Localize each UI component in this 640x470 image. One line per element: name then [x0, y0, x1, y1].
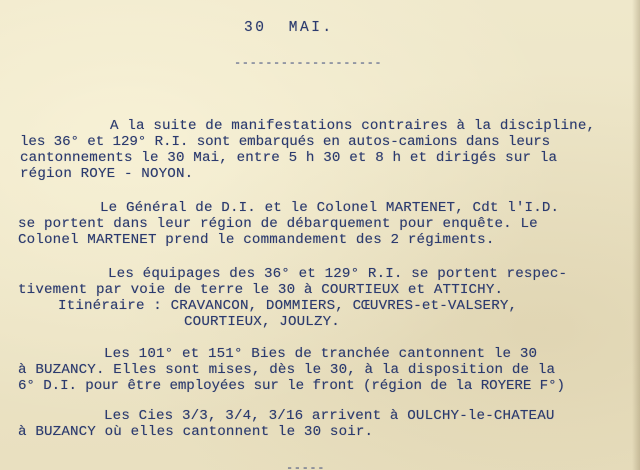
paragraph-1-line-2: les 36° et 129° R.I. sont embarqués en autos-camions dans leurs: [20, 134, 551, 150]
paragraph-3-line-2: tivement par voie de terre le 30 à COURTIEUX et ATTICHY.: [18, 282, 504, 298]
paragraph-3-line-1: Les équipages des 36° et 129° R.I. se portent respec-: [108, 266, 568, 282]
paragraph-1-line-3: cantonnements le 30 Mai, entre 5 h 30 et 8 h et dirigés sur la: [20, 150, 558, 166]
date-heading: 30 MAI.: [244, 20, 334, 36]
paragraph-3-line-3: Itinéraire : CRAVANCON, DOMMIERS, CŒUVRES-et-VALSERY,: [58, 298, 518, 314]
paragraph-4-line-2: à BUZANCY. Elles sont mises, dès le 30, à la disposition de la: [18, 362, 556, 378]
paragraph-3-line-4: COURTIEUX, JOULZY.: [184, 314, 340, 330]
paragraph-2-line-3: Colonel MARTENET prend le commandement des 2 régiments.: [18, 232, 495, 248]
heading-underline: -------------------: [234, 56, 383, 70]
page-edge-shadow: [632, 0, 640, 470]
paragraph-5-line-2: à BUZANCY où elles cantonnent le 30 soir.: [18, 424, 374, 440]
paragraph-2-line-1: Le Général de D.I. et le Colonel MARTENET, Cdt l'I.D.: [100, 200, 560, 216]
paragraph-1-line-4: région ROYE - NOYON.: [20, 166, 194, 182]
paragraph-1-line-1: A la suite de manifestations contraires à la discipline,: [110, 118, 596, 134]
closing-rule: -----: [286, 461, 326, 470]
paragraph-2-line-2: se portent dans leur région de débarquement pour enquête. Le: [18, 216, 538, 232]
paragraph-4-line-3: 6° D.I. pour être employées sur le front (région de la ROYERE F°): [18, 378, 565, 394]
paragraph-5-line-1: Les Cies 3/3, 3/4, 3/16 arrivent à OULCHY-le-CHATEAU: [104, 408, 555, 424]
paragraph-4-line-1: Les 101° et 151° Bies de tranchée cantonnent le 30: [104, 346, 538, 362]
